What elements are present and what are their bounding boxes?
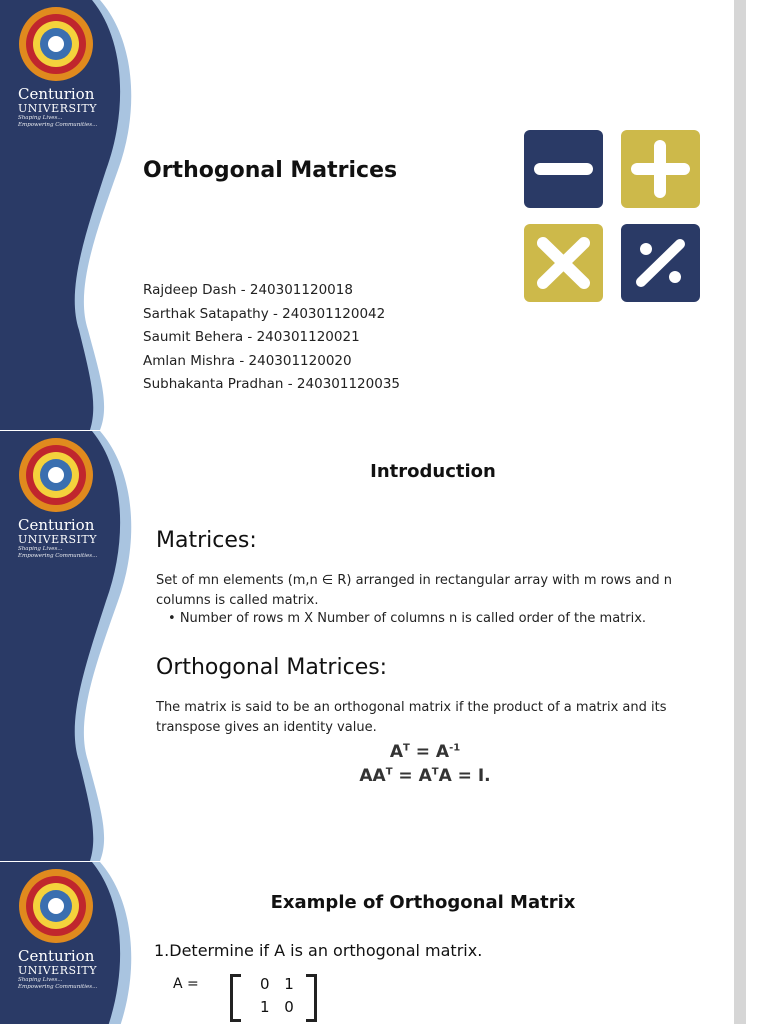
plus-icon bbox=[621, 130, 700, 208]
brand-name: Centurion bbox=[18, 516, 95, 534]
slide-title bbox=[0, 0, 734, 430]
matrices-definition: Set of mn elements (m,n ∈ R) arranged in rectangular array with m rows and n columns is called matrix. bbox=[156, 573, 673, 608]
multiply-icon bbox=[524, 224, 603, 302]
brand-tagline-2: Empowering Communities... bbox=[18, 122, 98, 128]
formula-identity: $AA^T = A^TA = I$. bbox=[359, 766, 491, 786]
university-wordmark bbox=[18, 948, 128, 991]
brand-university: UNIVERSITY bbox=[18, 102, 97, 115]
brand-name: Centurion bbox=[18, 85, 95, 103]
university-wordmark bbox=[18, 86, 128, 129]
brand-tagline-1: Shaping Lives... bbox=[18, 977, 63, 983]
brand-tagline-2: Empowering Communities... bbox=[18, 553, 98, 559]
brand-tagline-2: Empowering Communities... bbox=[18, 984, 98, 990]
matrix-bracket-left bbox=[230, 974, 241, 1022]
university-logo bbox=[18, 6, 94, 82]
presentation-title: Orthogonal Matrices bbox=[143, 158, 398, 183]
member-item: Sarthak Satapathy - 240301120042 bbox=[143, 305, 386, 322]
slide-introduction bbox=[0, 431, 734, 861]
member-item: Rajdeep Dash - 240301120018 bbox=[143, 282, 353, 298]
scrollbar[interactable] bbox=[734, 0, 746, 1024]
matrix-row: 0 1 bbox=[260, 975, 299, 993]
brand-tagline-1: Shaping Lives... bbox=[18, 546, 63, 552]
formula-transpose-inverse: $A^T = A^{-1}$ bbox=[389, 742, 461, 762]
matrix-row: 1 0 bbox=[260, 998, 299, 1016]
university-wordmark bbox=[18, 517, 128, 560]
matrix-bracket-right bbox=[306, 974, 317, 1022]
example-question: 1.Determine if A is an orthogonal matrix. bbox=[154, 941, 483, 960]
bullet-text: Number of rows m X Number of columns n is called order of the matrix. bbox=[179, 611, 647, 626]
percent-icon bbox=[621, 224, 700, 302]
member-list bbox=[143, 279, 400, 397]
brand-name: Centurion bbox=[18, 947, 95, 965]
brand-university: UNIVERSITY bbox=[18, 533, 97, 546]
minus-icon bbox=[524, 130, 603, 208]
brand-university: UNIVERSITY bbox=[18, 964, 97, 977]
orthogonal-definition: The matrix is said to be an orthogonal matrix if the product of a matrix and its transpose gives an identity value. bbox=[156, 700, 667, 735]
slide-heading: Introduction bbox=[370, 461, 496, 482]
member-item: Subhakanta Pradhan - 240301120035 bbox=[143, 376, 400, 392]
bullet-item: • Number of rows m X Number of columns n is called order of the matrix. bbox=[168, 611, 647, 626]
slide-heading: Example of Orthogonal Matrix bbox=[270, 892, 576, 913]
section-heading-orthogonal: Orthogonal Matrices: bbox=[156, 655, 388, 680]
member-item: Saumit Behera - 240301120021 bbox=[143, 329, 360, 345]
section-heading-matrices: Matrices: bbox=[156, 528, 257, 553]
brand-tagline-1: Shaping Lives... bbox=[18, 115, 63, 121]
math-icons bbox=[524, 130, 700, 302]
slide-example bbox=[0, 862, 734, 1024]
matrix-label: A = bbox=[173, 976, 199, 992]
member-item: Amlan Mishra - 240301120020 bbox=[143, 352, 352, 369]
